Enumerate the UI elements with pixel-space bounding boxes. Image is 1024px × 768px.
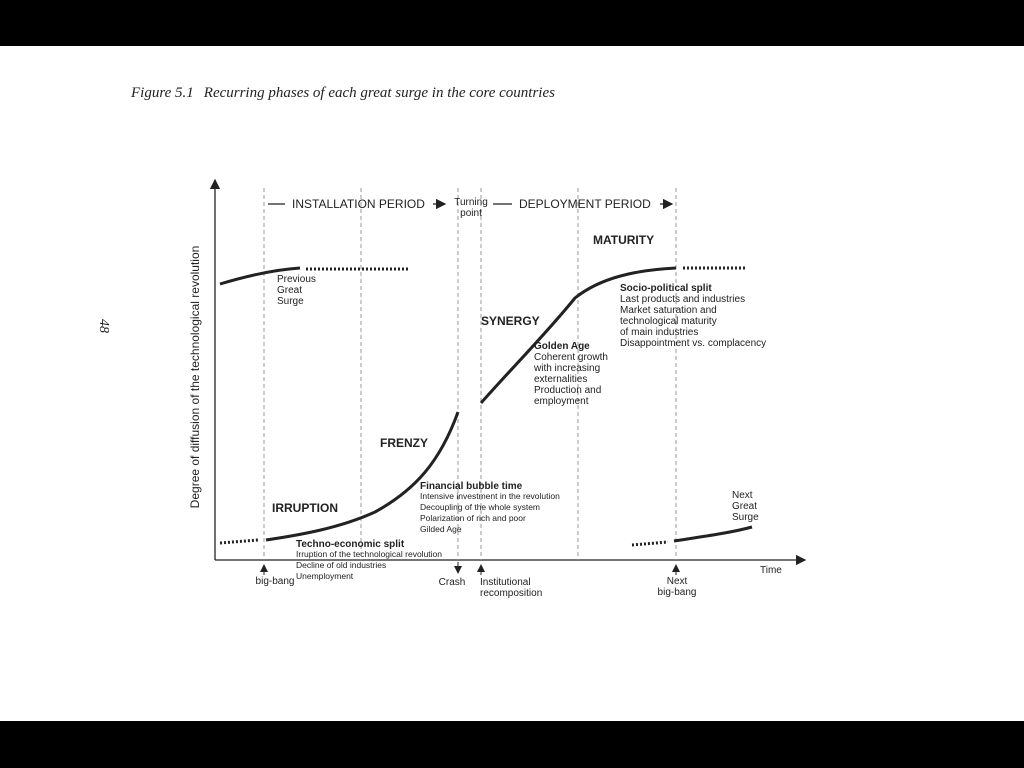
- next-surge-line-3: Surge: [732, 512, 759, 523]
- recomposition-line-1: Institutional: [480, 577, 531, 588]
- previous-surge-line-3: Surge: [277, 296, 304, 307]
- big-bang-label: big-bang: [255, 576, 295, 587]
- next-surge-curve: [674, 527, 752, 541]
- note-golden-age-line-5: employment: [534, 396, 589, 407]
- note-financial-bubble-line-4: Gilded Age: [420, 524, 462, 534]
- note-golden-age: [533, 341, 608, 407]
- note-socio-political-title: Socio-political split: [620, 283, 712, 294]
- note-techno-economic-line-2: Decline of old industries: [296, 560, 387, 570]
- installation-period-label: INSTALLATION PERIOD: [292, 197, 425, 211]
- next-surge-line-2: Great: [732, 501, 758, 512]
- recomposition-line-2: recomposition: [480, 588, 543, 599]
- note-techno-economic-title: Techno-economic split: [296, 539, 405, 550]
- irruption-dotted-start: [220, 540, 258, 543]
- note-socio-political-line-5: Disappointment vs. complacency: [620, 338, 767, 349]
- figure-title: Recurring phases of each great surge in the core countries: [203, 85, 555, 101]
- note-golden-age-line-1: Coherent growth: [534, 352, 608, 363]
- y-axis-label: Degree of diffusion of the technological revolution: [188, 245, 202, 509]
- note-financial-bubble-line-1: Intensive investment in the revolution: [420, 491, 560, 501]
- crash-label: Crash: [438, 577, 466, 588]
- note-socio-political: [620, 283, 766, 349]
- note-techno-economic-line-1: Irruption of the technological revolution: [296, 549, 443, 559]
- note-socio-political-line-4: of main industries: [620, 327, 699, 338]
- next-surge-dotted: [632, 542, 668, 545]
- note-socio-political-line-2: Market saturation and: [620, 305, 717, 316]
- x-axis-label: Time: [760, 565, 782, 576]
- note-financial-bubble: [420, 481, 560, 534]
- next-big-bang-line-2: big-bang: [657, 587, 697, 598]
- note-golden-age-line-3: externalities: [534, 374, 588, 385]
- note-golden-age-line-4: Production and: [534, 385, 602, 396]
- note-techno-economic-line-3: Unemployment: [296, 571, 354, 581]
- page-number: 48: [96, 319, 111, 333]
- deployment-period-label: DEPLOYMENT PERIOD: [519, 197, 651, 211]
- previous-surge-line-1: Previous: [277, 274, 316, 285]
- turning-point-line-1: Turning: [454, 197, 488, 208]
- turning-point-line-2: point: [460, 208, 482, 219]
- figure-number: Figure 5.1: [131, 85, 194, 101]
- note-financial-bubble-line-2: Decoupling of the whole system: [420, 502, 541, 512]
- previous-surge-line-2: Great: [277, 285, 303, 296]
- note-socio-political-line-3: technological maturity: [620, 316, 717, 327]
- next-big-bang-line-1: Next: [666, 576, 688, 587]
- next-surge-line-1: Next: [732, 490, 753, 501]
- note-golden-age-title: Golden Age: [534, 341, 590, 352]
- note-socio-political-line-1: Last products and industries: [620, 294, 746, 305]
- phase-frenzy: FRENZY: [380, 436, 428, 450]
- note-golden-age-line-2: with increasing: [534, 363, 601, 374]
- phase-synergy: SYNERGY: [481, 314, 540, 328]
- phase-maturity: MATURITY: [593, 233, 655, 247]
- phase-irruption: IRRUPTION: [272, 501, 338, 515]
- note-financial-bubble-line-3: Polarization of rich and poor: [420, 513, 526, 523]
- note-financial-bubble-title: Financial bubble time: [420, 481, 523, 492]
